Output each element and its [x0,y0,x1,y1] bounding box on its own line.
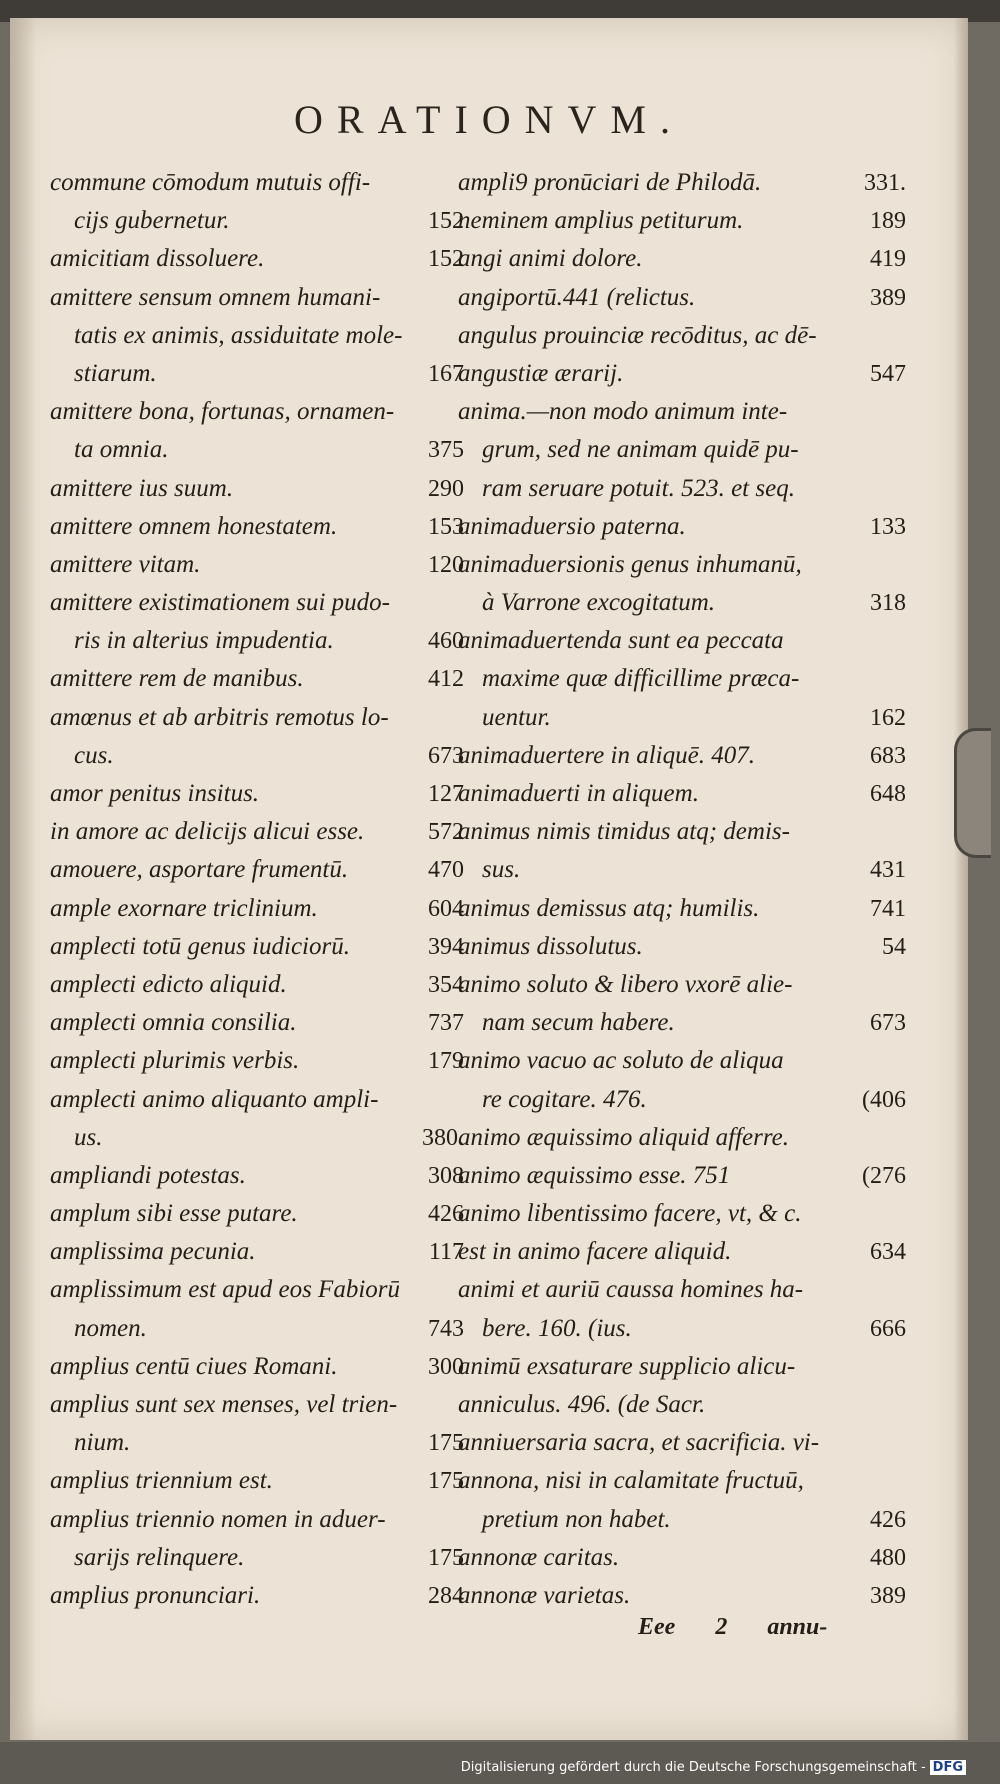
index-entry [50,851,464,889]
index-entry [458,1501,906,1539]
index-entry [50,1577,464,1615]
index-entry [50,813,464,851]
index-entry-text: amplissima pecunia. [50,1238,256,1266]
index-entry [458,699,906,737]
index-entry [458,317,906,355]
index-entry-text: animo libentissimo facere, vt, & c. [458,1200,802,1228]
digitization-footer [461,1760,966,1775]
index-entry-text: annonæ varietas. [458,1581,631,1609]
index-entry-text: amplecti plurimis verbis. [50,1047,300,1075]
index-entry [458,1081,906,1119]
index-entry [50,660,464,698]
index-entry [50,1157,464,1195]
catchword-number: 2 [715,1614,728,1640]
index-entry-page-number: 54 [882,933,906,960]
index-entry-text: amœnus et ab arbitris remotus lo- [50,703,389,731]
index-entry [50,1462,464,1500]
index-entry-text: est in animo facere aliquid. [458,1238,732,1266]
page-gutter [10,18,36,1740]
index-entry-text: grum, sed ne animam quidē pu- [482,436,799,464]
index-entry-text: amittere omnem honestatem. [50,512,338,540]
index-entry [458,775,906,813]
index-entry [50,393,464,431]
index-entry-page-number: 741 [870,895,906,922]
index-entry-text: animo soluto & libero vxorē alie- [458,970,793,998]
index-entry-text: angulus prouinciæ recōditus, ac dē- [458,321,817,349]
index-entry-page-number: 389 [870,1582,906,1609]
index-entry [50,1501,464,1539]
index-entry-text: bere. 160. (ius. [482,1314,632,1342]
index-entry-page-number: 470 [428,857,464,884]
index-entry-text: amplecti omnia consilia. [50,1009,297,1037]
index-entry [50,546,464,584]
index-entry-page-number: (276 [862,1162,906,1189]
index-entry [50,1310,464,1348]
index-entry [458,1310,906,1348]
index-entry [458,1462,906,1500]
index-entry [458,431,906,469]
index-entry-page-number: 375 [428,437,464,464]
index-entry-page-number: 300 [428,1353,464,1380]
index-entry [50,1539,464,1577]
index-entry-page-number: 179 [428,1048,464,1075]
index-entry-page-number: 127 [428,781,464,807]
index-entry [458,1195,906,1233]
index-entry-text: commune cōmodum mutuis offi- [50,169,371,196]
index-column-right [458,164,906,1615]
index-entry [50,164,464,202]
index-entry-text: ampliandi potestas. [50,1161,246,1189]
index-entry-text: us. [74,1123,103,1151]
index-entry-text: amittere existimationem sui pudo- [50,589,390,617]
index-entry [50,1386,464,1424]
index-entry-page-number: 153 [428,513,464,540]
index-entry-page-number: 175 [428,1544,464,1571]
index-entry [50,1233,464,1271]
index-entry-text: angustiæ ærarij. [458,359,624,387]
index-entry [50,775,464,813]
index-entry [50,1195,464,1233]
index-entry-text: à Varrone excogitatum. [482,589,716,617]
index-entry [458,508,906,546]
index-entry-page-number: 120 [428,551,464,578]
index-entry-text: nomen. [74,1314,147,1342]
index-entry-text: animo æquissimo aliquid afferre. [458,1123,790,1151]
index-entry-text: animus dissolutus. [458,932,643,960]
index-entry-page-number: 167 [428,360,464,387]
index-entry-page-number: 162 [870,704,906,731]
index-entry-page-number: 394 [428,933,464,960]
index-entry-text: animus demissus atq; humilis. [458,894,760,922]
index-entry-text: amplius triennium est. [50,1467,273,1495]
index-entry [458,1424,906,1462]
index-entry [458,355,906,393]
index-entry [50,928,464,966]
index-entry-text: annona, nisi in calamitate fructuū, [458,1467,804,1495]
index-entry-text: ris in alterius impudentia. [74,627,334,655]
dfg-logo: DFG [930,1760,966,1775]
index-entry-text: angi animi dolore. [458,245,643,273]
index-entry [50,470,464,508]
index-entry [458,164,906,202]
index-entry-text: nam secum habere. [482,1009,675,1037]
index-entry-text: stiarum. [74,359,157,387]
index-entry [458,1271,906,1309]
index-entry-page-number: 308 [428,1162,464,1189]
index-entry-text: uentur. [482,703,551,731]
index-entry-page-number: 673 [428,742,464,769]
index-entry-page-number: 117 [428,1239,464,1266]
index-entry [458,1539,906,1577]
index-entry-text: ampli9 pronūciari de Philodā. [458,169,762,196]
index-entry [458,660,906,698]
index-entry-text: anniuersaria sacra, et sacrificia. vi- [458,1429,820,1457]
footer-text: Digitalisierung gefördert durch die Deutsche Forschungsgemeinschaft - [460,1760,926,1775]
index-entry [50,508,464,546]
index-entry [458,1157,906,1195]
index-entry-text: maxime quæ difficillime præca- [482,665,800,693]
index-entry-text: amplius triennio nomen in aduer- [50,1505,386,1533]
index-entry-text: amor penitus insitus. [50,780,260,807]
index-entry [50,1424,464,1462]
page-clip-tab [954,728,991,858]
index-entry-page-number: 648 [870,781,906,807]
index-entry [458,890,906,928]
index-entry-text: animus nimis timidus atq; demis- [458,818,790,846]
index-entry-text: animaduersionis genus inhumanū, [458,550,802,578]
index-entry [458,584,906,622]
index-entry-text: ample exornare triclinium. [50,894,318,922]
index-entry [50,1004,464,1042]
index-entry-page-number: 290 [428,475,464,502]
running-header: ORATIONVM. [294,97,684,142]
index-entry [458,1042,906,1080]
index-entry-page-number: 419 [870,246,906,273]
catchword [638,1614,861,1641]
index-entry [50,890,464,928]
index-entry-text: animaduertere in aliquē. 407. [458,741,755,769]
index-entry-text: sarijs relinquere. [74,1543,245,1571]
index-entry-page-number: 354 [428,971,464,998]
index-entry [50,1271,464,1309]
index-entry-page-number: 572 [428,819,464,846]
index-entry-page-number: 547 [870,360,906,387]
index-entry [50,202,464,240]
index-entry-page-number: 389 [870,284,906,311]
index-entry [50,1042,464,1080]
index-entry-text: anima.—non modo animum inte- [458,398,788,426]
index-entry-page-number: 189 [870,208,906,235]
index-entry-page-number: 133 [870,513,906,540]
index-entry [458,737,906,775]
index-entry-page-number: 175 [428,1468,464,1495]
index-entry [458,546,906,584]
index-entry-text: amittere rem de manibus. [50,665,304,693]
index-entry-text: amittere bona, fortunas, ornamen- [50,398,395,426]
index-entry [458,966,906,1004]
index-entry [50,1119,464,1157]
index-entry-text: animi et auriū caussa homines ha- [458,1276,804,1304]
index-entry-text: amplius sunt sex menses, vel trien- [50,1391,398,1418]
index-entry-text: nium. [74,1429,131,1457]
index-entry [50,279,464,317]
index-entry-text: amittere ius suum. [50,474,234,502]
index-entry [458,1004,906,1042]
book-page [10,18,968,1740]
index-entry-page-number: 743 [428,1315,464,1342]
index-entry-text: amplecti animo aliquanto ampli- [50,1085,379,1113]
index-entry-text: re cogitare. 476. [482,1085,647,1113]
index-entry [458,240,906,278]
index-entry-text: amplecti edicto aliquid. [50,970,287,998]
index-entry [458,1233,906,1271]
index-entry-page-number: 480 [870,1544,906,1571]
index-entry-text: amouere, asportare frumentū. [50,856,349,884]
index-entry-text: amplius centū ciues Romani. [50,1352,338,1380]
index-entry-text: animo æquissimo esse. 751 [458,1161,731,1189]
index-entry-page-number: 460 [428,628,464,655]
index-entry [50,240,464,278]
index-entry-text: angiportū.441 (relictus. [458,283,696,311]
index-entry-text: tatis ex animis, assiduitate mole- [74,321,403,349]
index-entry [458,622,906,660]
index-entry-page-number: 331. [864,170,906,196]
index-entry-page-number: 683 [870,742,906,769]
page-fore-edge [954,18,968,1740]
index-entry-text: neminem amplius petiturum. [458,207,744,235]
index-entry-page-number: 284 [428,1582,464,1609]
index-entry-text: animaduersio paterna. [458,512,686,540]
index-entry [458,1577,906,1615]
index-entry-text: ta omnia. [74,436,169,464]
index-entry-page-number: 412 [428,666,464,693]
index-entry [458,1348,906,1386]
catchword-signature: Eee [638,1614,676,1640]
index-entry [458,202,906,240]
index-entry [458,470,906,508]
index-column-left [50,164,464,1615]
index-entry-text: in amore ac delicijs alicui esse. [50,818,365,846]
index-entry-page-number: 666 [870,1315,906,1342]
index-entry-text: animaduerti in aliquem. [458,780,699,807]
index-entry-text: animo vacuo ac soluto de aliqua [458,1047,784,1075]
index-entry [458,1119,906,1157]
index-entry [50,622,464,660]
index-entry-text: anniculus. 496. (de Sacr. [458,1391,706,1418]
index-entry-text: amplissimum est apud eos Fabiorū [50,1276,400,1304]
index-entry-page-number: 152 [428,246,464,273]
index-entry [458,1386,906,1424]
index-entry-text: amicitiam dissoluere. [50,245,265,273]
index-entry [50,355,464,393]
index-entry-text: amplecti totū genus iudiciorū. [50,932,350,960]
index-entry-page-number: 431 [870,857,906,884]
index-entry-page-number: 152 [428,208,464,235]
index-entry-text: amittere vitam. [50,550,201,578]
index-entry-text: animaduertenda sunt ea peccata [458,627,784,655]
index-entry-text: sus. [482,856,521,884]
index-entry [458,813,906,851]
index-entry-text: annonæ caritas. [458,1543,620,1571]
index-entry [50,317,464,355]
index-entry [50,1348,464,1386]
index-entry-page-number: 737 [428,1010,464,1037]
index-entry-text: amplum sibi esse putare. [50,1200,298,1228]
index-entry-text: amplius pronunciari. [50,1581,261,1609]
index-entry [458,393,906,431]
index-entry-text: cus. [74,741,114,769]
index-entry [458,928,906,966]
index-entry-text: amittere sensum omnem humani- [50,283,381,311]
index-entry-page-number: 380. [422,1124,464,1151]
index-entry-page-number: 426 [870,1506,906,1533]
index-entry-page-number: (406 [862,1086,906,1113]
index-entry [458,851,906,889]
index-entry-text: cijs gubernetur. [74,207,230,235]
index-entry [458,279,906,317]
index-entry [50,737,464,775]
catchword-word: annu- [767,1614,828,1640]
index-entry [50,584,464,622]
index-entry-text: ram seruare potuit. 523. et seq. [482,474,795,502]
index-entry-page-number: 604 [428,895,464,922]
index-entry-text: animū exsaturare supplicio alicu- [458,1352,796,1380]
index-entry-page-number: 673 [870,1010,906,1037]
index-entry [50,966,464,1004]
index-entry [50,431,464,469]
index-entry-page-number: 175 [428,1430,464,1457]
index-entry-page-number: 318 [870,590,906,617]
index-entry [50,699,464,737]
index-entry-page-number: 634 [870,1239,906,1266]
index-entry-page-number: 426 [428,1201,464,1228]
index-entry-text: pretium non habet. [482,1505,671,1533]
index-entry [50,1081,464,1119]
